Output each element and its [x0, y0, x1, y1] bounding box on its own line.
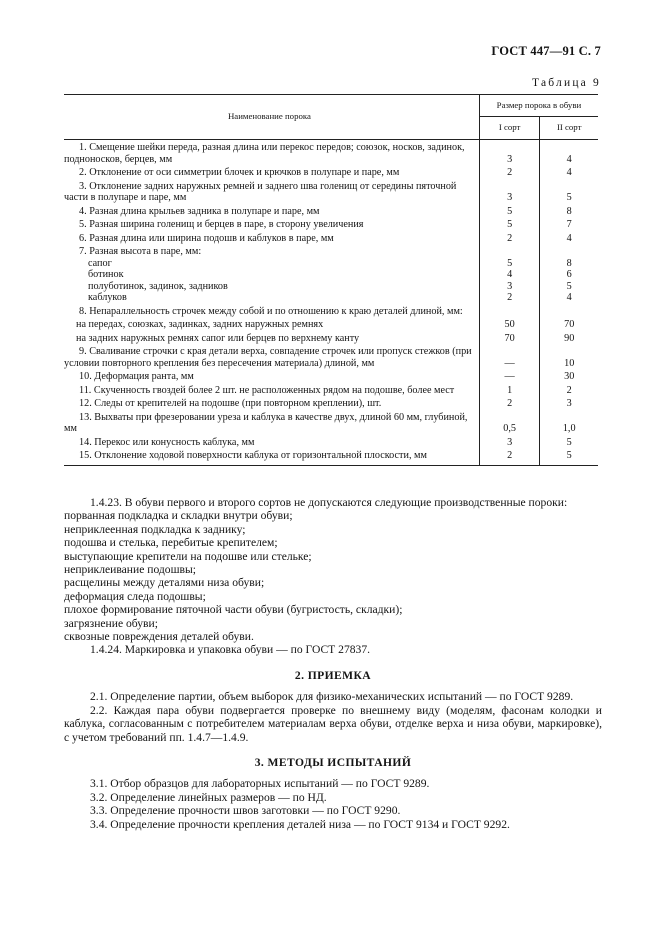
sort2-value-cell: 4: [540, 292, 598, 304]
col-header-size: Размер порока в обуви: [479, 95, 598, 117]
sort2-value-cell: 6: [540, 269, 598, 281]
defect-name-cell: 13. Выхваты при фрезеровании уреза и каблука в качестве двух, длиной 60 мм, глубиной, мм: [64, 411, 468, 434]
defect-name-cell: на передах, союзках, задинках, задних наружных ремнях: [76, 319, 324, 330]
defect-name-cell: 12. Следы от крепителей на подошве (при повторном креплении), шт.: [79, 398, 382, 409]
list-item: плохое формирование пяточной части обуви (бугристость, складки);: [64, 603, 403, 617]
sort1-value-cell: 3: [479, 179, 540, 204]
defect-name-cell: 4. Разная длина крыльев задника в полупаре и паре, мм: [79, 205, 320, 217]
table-row: [64, 269, 598, 281]
body-text: [64, 496, 602, 831]
list-item: неприклеенная подкладка к заднику;: [64, 522, 246, 536]
table-row: [64, 331, 598, 345]
table-row: [64, 140, 598, 166]
list-item: деформация следа подошвы;: [64, 589, 206, 603]
sort2-value-cell: 3: [540, 396, 598, 410]
col-header-name: Наименование порока: [64, 95, 479, 140]
table-row: [64, 369, 598, 383]
section-title-2: 2. ПРИЕМКА: [294, 668, 372, 682]
defect-name-cell: каблуков: [88, 292, 127, 303]
sort2-value-cell: 7: [540, 217, 598, 231]
sort2-value-cell: 4: [540, 231, 598, 245]
defect-list: [64, 509, 602, 643]
defect-name-cell: на задних наружных ремнях сапог или берцев по верхнему канту: [76, 332, 360, 344]
sort1-value-cell: 1: [479, 383, 540, 397]
page-header: ГОСТ 447—91 С. 7: [491, 44, 601, 58]
list-item: подошва и стелька, перебитые крепителем;: [64, 536, 278, 550]
para-1-4-23: 1.4.23. В обуви первого и второго сортов не допускаются следующие производственные пороки:: [90, 496, 568, 509]
sort1-value-cell: [479, 304, 540, 318]
para-3-3: 3.3. Определение прочности швов заготовки — по ГОСТ 9290.: [90, 804, 401, 818]
table-row: [64, 231, 598, 245]
para-3-1: 3.1. Отбор образцов для лабораторных испытаний — по ГОСТ 9289.: [90, 777, 430, 791]
list-item: загрязнение обуви;: [64, 616, 158, 630]
sort2-value-cell: 5: [540, 448, 598, 465]
sort2-value-cell: 5: [540, 435, 598, 449]
defect-name-cell: ботинок: [88, 269, 124, 280]
col-header-sort2: II сорт: [540, 117, 598, 140]
sort2-value-cell: 8: [540, 204, 598, 218]
sort2-value-cell: 90: [540, 331, 598, 345]
sort1-value-cell: 0,5: [479, 410, 540, 435]
sort1-value-cell: 2: [479, 448, 540, 465]
table-row: [64, 396, 598, 410]
table-row: [64, 410, 598, 435]
sort1-value-cell: 2: [479, 231, 540, 245]
table-row: [64, 292, 598, 304]
defect-name-cell: 7. Разная высота в паре, мм:: [79, 246, 202, 257]
sort2-value-cell: 2: [540, 383, 598, 397]
defect-name-cell: 10. Деформация ранта, мм: [79, 371, 194, 382]
sort1-value-cell: —: [479, 369, 540, 383]
defect-name-cell: 5. Разная ширина голенищ и берцев в паре, в сторону увеличения: [79, 219, 364, 230]
sort1-value-cell: 5: [479, 258, 540, 270]
defect-name-cell: 14. Перекос или конусность каблука, мм: [79, 436, 255, 448]
table-row: [64, 217, 598, 231]
sort1-value-cell: [479, 244, 540, 258]
sort1-value-cell: 5: [479, 217, 540, 231]
sort2-value-cell: 5: [540, 179, 598, 204]
sort1-value-cell: 2: [479, 165, 540, 179]
sort2-value-cell: 70: [540, 317, 598, 331]
defect-name-cell: 3. Отклонение задних наружных ремней и заднего шва голенищ от середины пяточной части в полупаре и паре, мм: [64, 180, 457, 203]
defect-name-cell: полуботинок, задинок, задников: [88, 280, 228, 292]
defect-name-cell: 2. Отклонение от оси симметрии блочек и крючков в полупаре и паре, мм: [79, 167, 400, 178]
sort2-value-cell: 4: [540, 140, 598, 166]
sort1-value-cell: 2: [479, 292, 540, 304]
sort2-value-cell: 5: [540, 281, 598, 293]
table-row: [64, 165, 598, 179]
defect-name-cell: 11. Скученность гвоздей более 2 шт. не расположенных рядом на подошве, более мест: [79, 384, 455, 396]
list-item: выступающие крепители на подошве или стельке;: [64, 549, 312, 563]
defect-name-cell: 1. Смещение шейки переда, разная длина или перекос передов; союзок, носков, задинок, подноносков, берцев, мм: [64, 142, 465, 165]
list-item: расщелины между деталями низа обуви;: [64, 576, 265, 590]
table-row: [64, 344, 598, 369]
table-row: [64, 435, 598, 449]
defects-table: [64, 94, 598, 466]
sort1-value-cell: 3: [479, 140, 540, 166]
sort1-value-cell: —: [479, 344, 540, 369]
table-caption: Таблица 9: [532, 77, 601, 89]
defect-name-cell: 6. Разная длина или ширина подошв и каблуков в паре, мм: [79, 232, 334, 244]
section-title-3: 3. МЕТОДЫ ИСПЫТАНИЙ: [254, 755, 412, 769]
sort2-value-cell: 4: [540, 165, 598, 179]
table-row: [64, 258, 598, 270]
list-item: порванная подкладка и складки внутри обуви;: [64, 509, 293, 523]
sort1-value-cell: 50: [479, 317, 540, 331]
sort2-value-cell: 30: [540, 369, 598, 383]
para-3-2: 3.2. Определение линейных размеров — по НД.: [90, 790, 327, 804]
col-header-sort1: I сорт: [479, 117, 540, 140]
table-row: [64, 304, 598, 318]
sort1-value-cell: 2: [479, 396, 540, 410]
table-row: [64, 204, 598, 218]
table-row: [64, 448, 598, 465]
table-row: [64, 281, 598, 293]
para-2-1: 2.1. Определение партии, объем выборок для физико-механических испытаний — по ГОСТ 9289.: [90, 690, 574, 704]
sort1-value-cell: 3: [479, 281, 540, 293]
defect-name-cell: 15. Отклонение ходовой поверхности каблука от горизонтальной плоскости, мм: [64, 448, 479, 465]
sort2-value-cell: [540, 244, 598, 258]
defect-name-cell: 9. Сваливание строчки с края детали верха, совпадение строчек или пропуск стежков (при условии повторного крепления без пересечения материала) длиной, мм: [64, 346, 472, 369]
sort2-value-cell: 10: [540, 344, 598, 369]
table-row: [64, 244, 598, 258]
table-row: [64, 179, 598, 204]
list-item: сквозные повреждения деталей обуви.: [64, 630, 254, 644]
para-3-4: 3.4. Определение прочности крепления деталей низа — по ГОСТ 9134 и ГОСТ 9292.: [90, 817, 510, 831]
list-item: неприклеивание подошвы;: [64, 563, 197, 577]
sort1-value-cell: 70: [479, 331, 540, 345]
table-row: [64, 383, 598, 397]
sort1-value-cell: 5: [479, 204, 540, 218]
defect-name-cell: сапог: [88, 257, 112, 269]
sort2-value-cell: [540, 304, 598, 318]
para-2-2: 2.2. Каждая пара обуви подвергается проверке по внешнему виду (моделям, фасонам колодки и каблука, согласованным с потребителем материалам верха обуви, отделке верха и низа обуви, маркировке), с учетом требований пп. 1.4.7—1.4.9.: [64, 703, 602, 744]
table-row: [64, 317, 598, 331]
sort1-value-cell: 3: [479, 435, 540, 449]
defect-name-cell: 8. Непараллельность строчек между собой и по отношению к краю деталей длиной, мм:: [79, 305, 463, 317]
sort2-value-cell: 8: [540, 258, 598, 270]
sort2-value-cell: 1,0: [540, 410, 598, 435]
para-1-4-24: 1.4.24. Маркировка и упаковка обуви — по ГОСТ 27837.: [90, 643, 371, 657]
sort1-value-cell: 4: [479, 269, 540, 281]
